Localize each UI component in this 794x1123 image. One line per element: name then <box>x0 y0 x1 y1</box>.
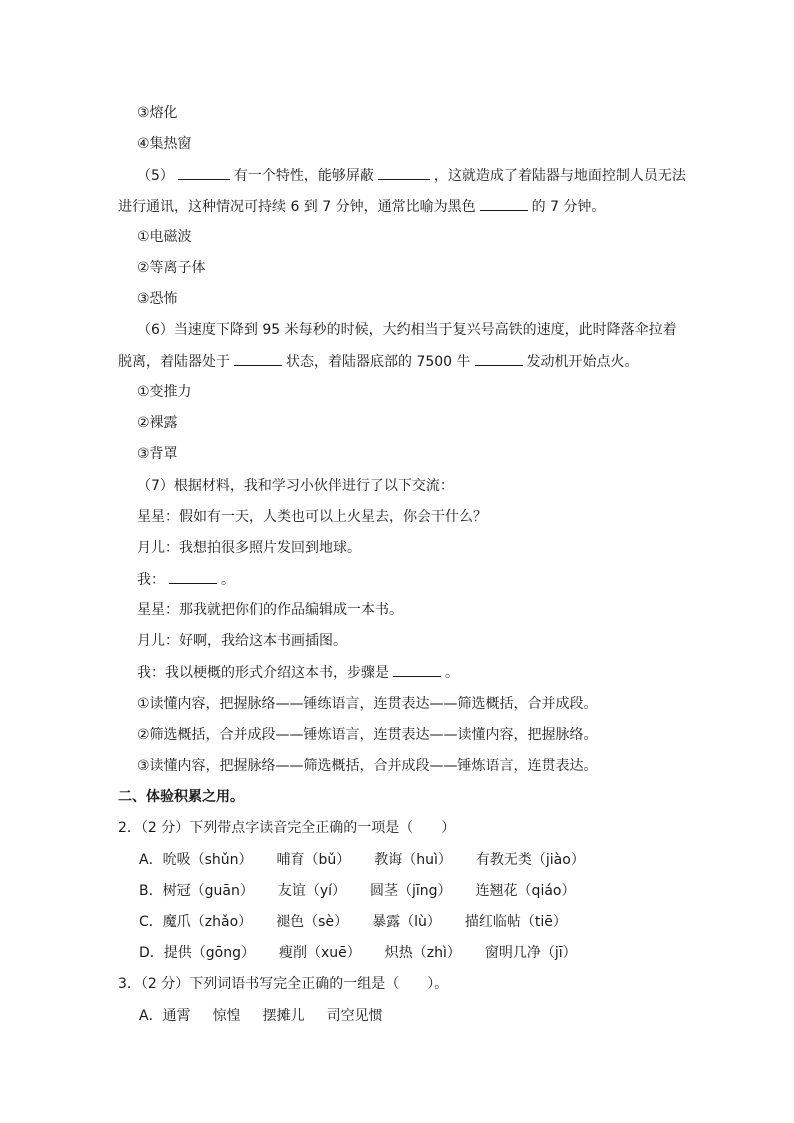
dialogue-line: 星星：那我就把你们的作品编辑成一本书。 <box>137 602 403 618</box>
q5-text: ，这就造成了着陆器与地面控制人员无法 <box>433 168 686 184</box>
q3-option-a <box>139 1006 383 1026</box>
q2-c-term: 暴露（lù） <box>372 914 441 930</box>
q2-c-term: 描红临帖（tiē） <box>464 914 567 930</box>
q2-option-c <box>139 912 567 932</box>
dialogue-line <box>137 569 235 589</box>
answer-blank <box>169 569 217 584</box>
q2-b-term: B．树冠（guān） <box>139 883 254 899</box>
dialogue-text: 。 <box>221 572 235 588</box>
dialogue-line: 月儿：我想拍很多照片发回到地球。 <box>137 540 361 556</box>
q5-number: （5） <box>137 168 174 184</box>
q2-c-term: 褪色（sè） <box>276 914 349 930</box>
q2-d-term: 窗明几净（jī） <box>484 945 577 961</box>
q2-c-term: C．魔爪（zhǎo） <box>139 914 253 930</box>
question-5-line-2 <box>118 196 605 216</box>
q2-d-term: D．提供（gōng） <box>139 945 255 961</box>
question-2-stem: 2．（2 分）下列带点字读音完全正确的一项是（ ） <box>118 820 456 836</box>
q7-option-1: ①读懂内容，把握脉络——锤练语言，连贯表达——筛选概括，合并成段。 <box>137 696 598 712</box>
section-heading: 二、体验积累之用。 <box>118 789 244 805</box>
dialogue-line: 星星：假如有一天，人类也可以上火星去，你会干什么？ <box>137 509 487 525</box>
answer-blank <box>234 351 282 366</box>
q2-d-term: 炽热（zhì） <box>384 945 461 961</box>
q6-option-1: ①变推力 <box>137 384 192 400</box>
q2-b-term: 连翘花（qiáo） <box>475 883 576 899</box>
q3-a-term: 摆摊儿 <box>262 1008 305 1024</box>
dialogue-line: 月儿：好啊，我给这本书画插图。 <box>137 633 347 649</box>
dialogue-line <box>137 662 459 682</box>
q2-option-b <box>139 881 575 901</box>
q2-option-d <box>139 943 577 963</box>
q5-text: 有一个特性，能够屏蔽 <box>233 168 374 184</box>
q2-a-term: A．吮吸（shǔn） <box>139 852 253 868</box>
question-7-intro: （7）根据材料，我和学习小伙伴进行了以下交流： <box>137 478 454 494</box>
q2-option-a <box>139 850 585 870</box>
q5-option-3: ③恐怖 <box>137 291 178 307</box>
q2-a-term: 哺育（bǔ） <box>276 852 351 868</box>
question-6-line-2 <box>118 351 639 371</box>
question-6-line-1: （6）当速度下降到 95 米每秒的时候，大约相当于复兴号高铁的速度，此时降落伞拉着 <box>137 322 677 338</box>
option-heat-window: ④集热窗 <box>137 136 192 152</box>
q3-a-term: 司空见惯 <box>326 1008 383 1024</box>
question-3-stem: 3．（2 分）下列词语书写完全正确的一组是（ ）。 <box>118 976 449 992</box>
q5-text: 进行通讯，这种情况可持续 6 到 7 分钟，通常比喻为黑色 <box>118 199 476 215</box>
question-5-line-1 <box>137 165 686 185</box>
answer-blank <box>178 165 230 180</box>
q3-a-term: A．通霄 <box>139 1008 191 1024</box>
q6-option-2: ②裸露 <box>137 415 178 431</box>
q5-option-2: ②等离子体 <box>137 260 206 276</box>
q7-option-2: ②筛选概括，合并成段——锤炼语言，连贯表达——读懂内容，把握脉络。 <box>137 727 598 743</box>
answer-blank <box>393 662 441 677</box>
q2-a-term: 教诲（huì） <box>374 852 452 868</box>
q3-a-term: 惊惶 <box>212 1008 241 1024</box>
dialogue-text: 。 <box>445 665 459 681</box>
answer-blank <box>480 196 528 211</box>
q2-a-term: 有教无类（jiào） <box>475 852 585 868</box>
dialogue-text: 我： <box>137 572 165 588</box>
q6-text: 脱离，着陆器处于 <box>118 354 230 370</box>
dialogue-text: 我：我以梗概的形式介绍这本书，步骤是 <box>137 665 389 681</box>
q7-option-3: ③读懂内容，把握脉络——筛选概括，合并成段——锤炼语言，连贯表达。 <box>137 758 598 774</box>
q6-text: 状态，着陆器底部的 7500 牛 <box>286 354 471 370</box>
option-melting: ③熔化 <box>137 105 178 121</box>
q5-text: 的 7 分钟。 <box>531 199 606 215</box>
q6-text: 发动机开始点火。 <box>526 354 639 370</box>
q6-option-3: ③背罩 <box>137 446 178 462</box>
q2-b-term: 友谊（yí） <box>277 883 347 899</box>
q2-d-term: 瘦削（xuē） <box>279 945 361 961</box>
q5-option-1: ①电磁波 <box>137 229 192 245</box>
q2-b-term: 圆茎（jīng） <box>370 883 452 899</box>
answer-blank <box>378 165 430 180</box>
answer-blank <box>475 351 523 366</box>
